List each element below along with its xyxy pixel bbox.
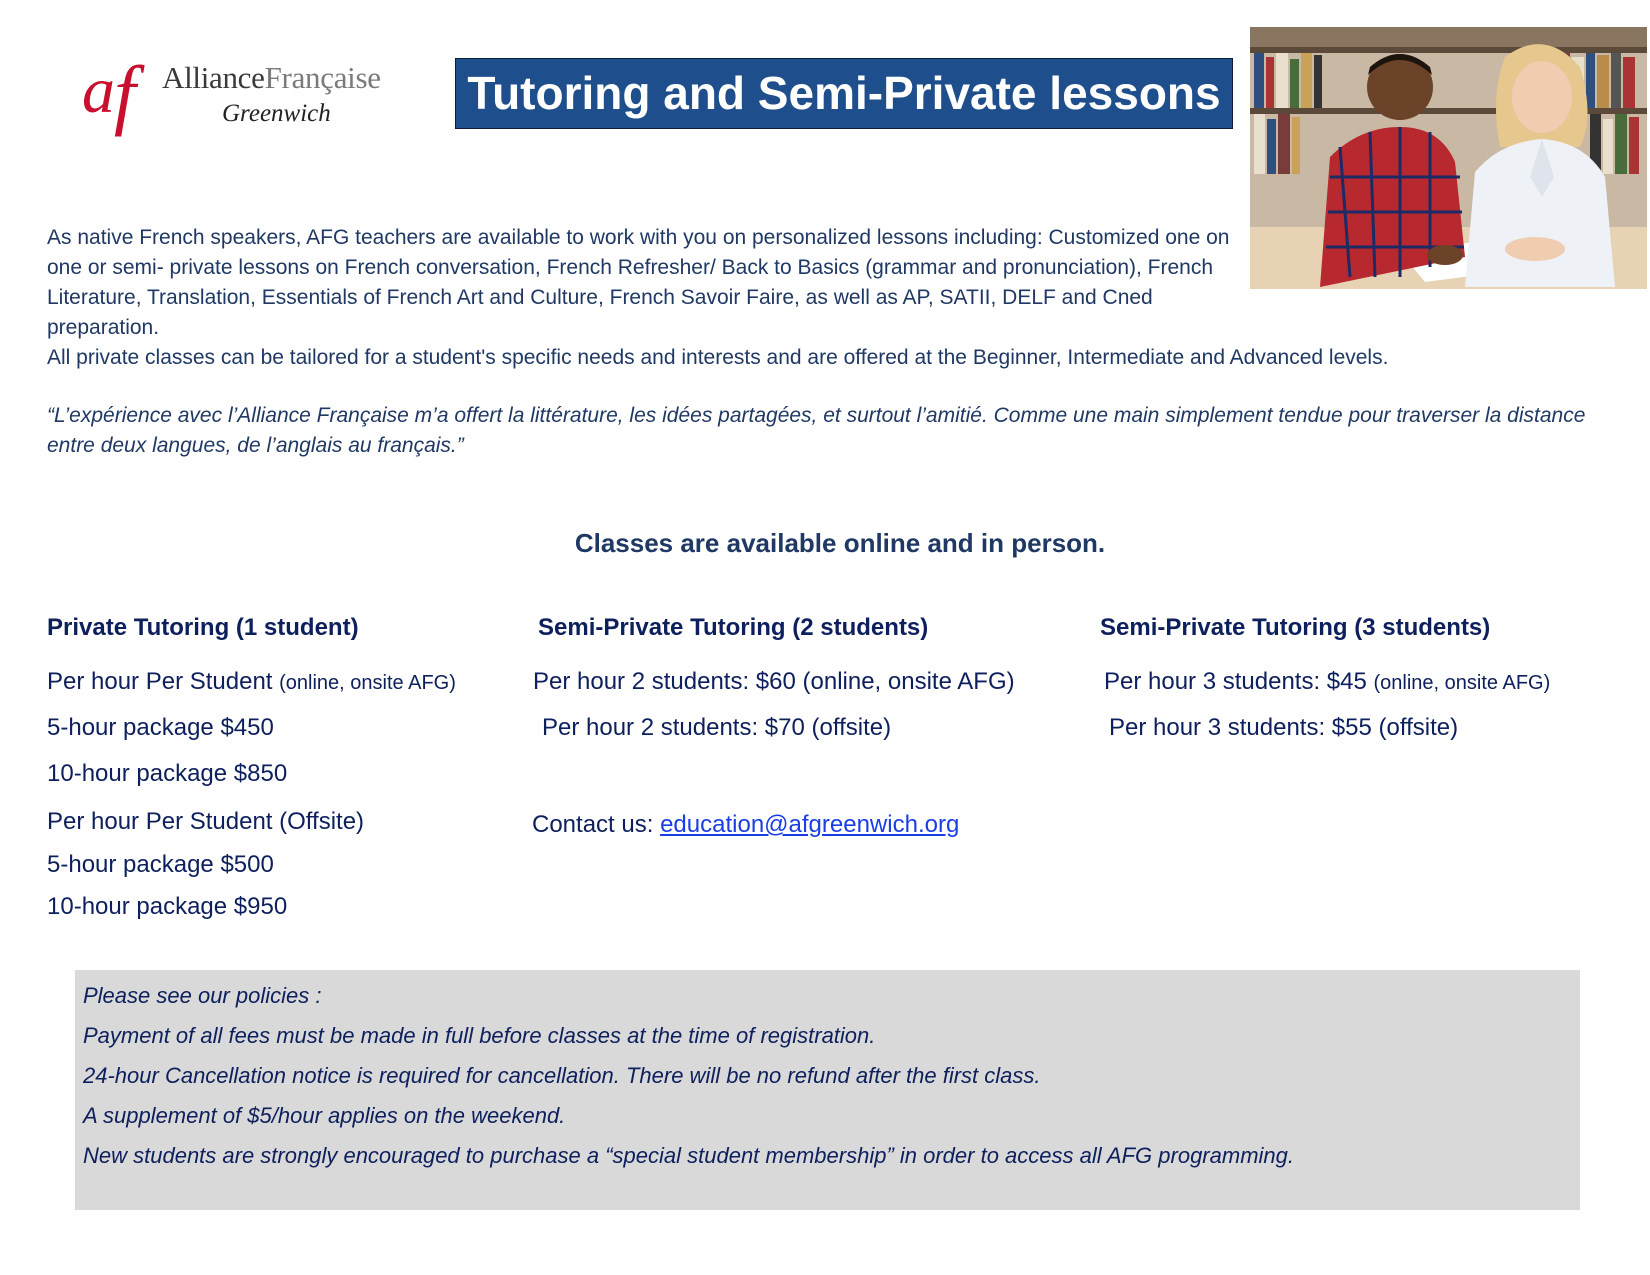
contact-line xyxy=(532,811,959,839)
page-title: Tutoring and Semi-Private lessons xyxy=(455,58,1233,129)
availability-note: Classes are available online and in person. xyxy=(574,528,1106,558)
policy-weekend-supplement: A supplement of $5/hour applies on the weekend. xyxy=(83,1103,566,1128)
contact-label: Contact us: xyxy=(532,811,654,838)
semi-private-2-rate-online: Per hour 2 students: $60 (online, onsite AFG) xyxy=(533,668,1015,695)
private-tutoring-heading: Private Tutoring (1 student) xyxy=(47,614,359,641)
logo-subtitle: Greenwich xyxy=(222,100,331,127)
private-5hr-package-offsite: 5-hour package $500 xyxy=(47,851,274,878)
alliance-francaise-logo xyxy=(80,50,410,150)
semi-private-2-heading: Semi-Private Tutoring (2 students) xyxy=(538,614,929,641)
intro-paragraph: As native French speakers, AFG teachers are available to work with you on personalized lessons including: Customized one on one or semi- private lessons on French conversation, French Refresher/ Back to Basics (grammar and pronunciation), French Literature, Translation, Essentials of French Art and Culture, French Savoir Faire, as well as AP, SATII, DELF and Cned preparation. xyxy=(47,226,1230,339)
private-5hr-package: 5-hour package $450 xyxy=(47,714,274,741)
tutoring-photo xyxy=(1250,27,1647,289)
policy-payment: Payment of all fees must be made in full before classes at the time of registration. xyxy=(83,1023,876,1048)
policy-cancellation: 24-hour Cancellation notice is required for cancellation. There will be no refund after the first class. xyxy=(83,1063,1041,1088)
intro-levels-paragraph: All private classes can be tailored for a student's specific needs and interests and are offered at the Beginner, Intermediate and Advanced levels. xyxy=(47,346,1389,369)
af-logo-icon xyxy=(80,50,164,150)
policy-membership: New students are strongly encouraged to purchase a “special student membership” in order to access all AFG programming. xyxy=(83,1143,1294,1168)
private-10hr-package: 10-hour package $850 xyxy=(47,760,288,787)
svg-text:a: a xyxy=(82,54,115,127)
policies-heading: Please see our policies : xyxy=(83,983,322,1008)
svg-text:f: f xyxy=(114,50,136,137)
policies-box xyxy=(75,970,1580,1210)
private-rate-online: Per hour Per Student (online, onsite AFG) xyxy=(47,668,456,695)
semi-private-3-heading: Semi-Private Tutoring (3 students) xyxy=(1100,614,1491,641)
tutoring-photo-icon xyxy=(1250,27,1647,289)
logo-name: AllianceFrançaise xyxy=(162,60,381,95)
testimonial-quote: “L’expérience avec l’Alliance Française m’a offert la littérature, les idées partagées, et surtout l’amitié. Comme une main simplement tendue pour traverser la distance entre deux langues, de l’anglais au français.” xyxy=(47,404,1586,457)
semi-private-3-rate-online: Per hour 3 students: $45 (online, onsite AFG) xyxy=(1104,668,1551,695)
private-rate-offsite: Per hour Per Student (Offsite) xyxy=(47,808,365,835)
private-10hr-package-offsite: 10-hour package $950 xyxy=(47,893,288,920)
contact-email-link[interactable]: education@afgreenwich.org xyxy=(660,811,960,838)
semi-private-3-rate-offsite: Per hour 3 students: $55 (offsite) xyxy=(1109,714,1459,741)
semi-private-2-rate-offsite: Per hour 2 students: $70 (offsite) xyxy=(542,714,892,741)
